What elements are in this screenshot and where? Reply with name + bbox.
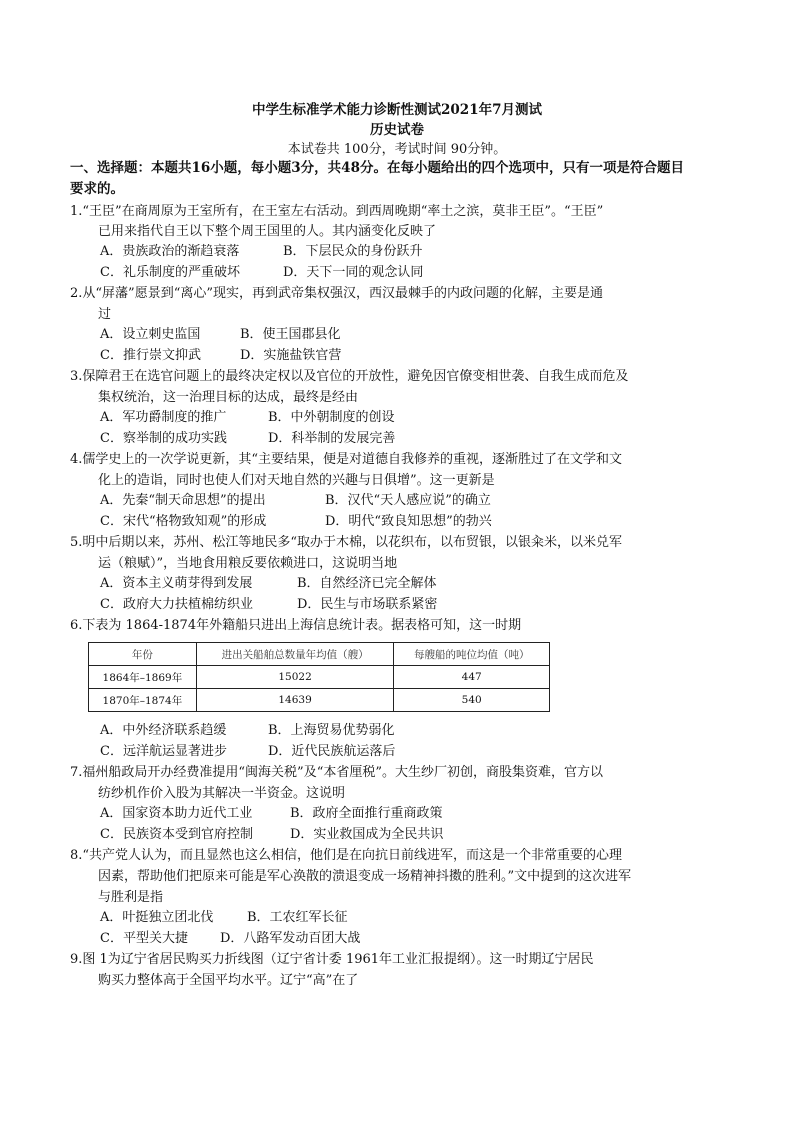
question-3-option-b: B．中外朝制度的创设	[268, 410, 395, 425]
question-1-option-d: D．天下一同的观念认同	[283, 265, 424, 280]
question-3-option-d: D．科举制的发展完善	[268, 431, 396, 446]
ship-statistics-table	[88, 642, 550, 712]
question-7-option-d: D．实业救国成为全民共识	[290, 827, 444, 842]
question-4-option-c: C．宋代“格物致知观”的形成	[100, 514, 267, 529]
section-heading-line2: 要求的。	[70, 181, 124, 197]
question-6-option-a: A．中外经济联系趋缓	[100, 723, 227, 738]
question-7-option-c: C．民族资本受到官府控制	[100, 827, 253, 842]
question-2-option-b: B．使王国郡县化	[240, 327, 341, 342]
question-8-option-d: D．八路军发动百团大战	[220, 931, 361, 946]
question-3-stem-cont: 集权统治，这一治理目标的达成，最终是经由	[98, 390, 359, 405]
question-8-stem-cont: 与胜利是指	[98, 890, 164, 905]
table-header-row	[89, 643, 550, 666]
question-4-option-b: B．汉代“天人感应说”的确立	[325, 493, 491, 508]
question-1-option-c: C．礼乐制度的严重破坏	[100, 265, 240, 280]
question-4-stem-cont: 化上的造诣，同时也使人们对天地自然的兴趣与日俱增”。这一更新是	[98, 473, 495, 488]
table-header-cell: 进出关船舶总数量年均值（艘）	[196, 643, 394, 666]
question-6-option-c: C．远洋航运显著进步	[100, 744, 227, 759]
question-7-stem-cont: 纺纱机作价入股为其解决一半资金。这说明	[98, 786, 346, 801]
question-5-option-a: A．资本主义萌芽得到发展	[100, 576, 253, 591]
table-cell: 14639	[196, 689, 394, 712]
table-cell: 1864年–1869年	[89, 666, 197, 689]
question-7-option-b: B．政府全面推行重商政策	[290, 806, 443, 821]
table-row	[89, 689, 550, 712]
question-8-stem-cont: 因素，帮助他们把原来可能是军心涣散的溃退变成一场精神抖擞的胜利。”文中提到的这次进军	[98, 869, 632, 884]
question-3-option-c: C．察举制的成功实践	[100, 431, 227, 446]
question-4-option-d: D．明代“致良知思想”的勃兴	[325, 514, 492, 529]
question-2-stem-cont: 过	[98, 307, 112, 322]
question-7-option-a: A．国家资本助力近代工业	[100, 806, 253, 821]
table-cell: 15022	[196, 666, 394, 689]
table-cell: 447	[394, 666, 550, 689]
table-header-cell: 年份	[89, 643, 197, 666]
question-8-option-a: A．叶挺独立团北伐	[100, 910, 214, 925]
question-6-option-d: D．近代民族航运落后	[268, 744, 396, 759]
question-2-option-d: D．实施盐铁官营	[240, 348, 342, 363]
exam-info: 本试卷共 100分，考试时间 90分钟。	[287, 142, 507, 157]
question-8-stem: 8.“共产党人认为，而且显然也这么相信，他们是在向抗日前线进军，而这是一个非常重要的心理	[70, 848, 623, 863]
question-5-option-d: D．民生与市场联系紧密	[297, 597, 438, 612]
question-3-stem: 3.保障君王在选官问题上的最终决定权以及官位的开放性，避免因官僚变相世袭、自我生成而危及	[70, 369, 629, 384]
question-9-stem-cont: 购买力整体高于全国平均水平。辽宁“高”在了	[98, 973, 359, 988]
question-8-option-b: B．工农红军长征	[247, 910, 348, 925]
table-row	[89, 666, 550, 689]
question-1-stem-cont: 已用来指代自王以下整个周王国里的人。其内涵变化反映了	[98, 224, 437, 239]
question-1-option-b: B．下层民众的身份跃升	[283, 244, 423, 259]
question-9-stem: 9.图 1为辽宁省居民购买力折线图（辽宁省计委 1961年工业汇报提纲）。这一时期辽宁居民	[70, 952, 594, 967]
question-5-option-b: B．自然经济已完全解体	[297, 576, 437, 591]
question-2-option-a: A．设立刺史监国	[100, 327, 201, 342]
question-1-option-a: A．贵族政治的渐趋衰落	[100, 244, 240, 259]
question-6-stem: 6.下表为 1864-1874年外籍船只进出上海信息统计表。据表格可知，这一时期	[70, 618, 522, 633]
section-heading-line1: 一、选择题：本题共16小题，每小题3分，共48分。在每小题给出的四个选项中，只有一项是符合题目	[70, 160, 684, 176]
question-5-stem-cont: 运（粮赋）”，当地食用粮反要依赖进口，这说明当地	[98, 556, 398, 571]
question-4-stem: 4.儒学史上的一次学说更新，其“主要结果，便是对道德自我修养的重视，逐渐胜过了在文学和文	[70, 452, 623, 467]
table-cell: 1870年–1874年	[89, 689, 197, 712]
table-cell: 540	[394, 689, 550, 712]
exam-title: 中学生标准学术能力诊断性测试2021年7月测试	[252, 102, 542, 118]
exam-subject: 历史试卷	[370, 122, 424, 138]
question-2-stem: 2.从“屏藩”愿景到“离心”现实，再到武帝集权强汉，西汉最棘手的内政问题的化解，主要是通	[70, 286, 603, 301]
question-5-stem: 5.明中后期以来，苏州、松江等地民多“取办于木棉，以花织布，以布贸银，以银籴米，以米兑军	[70, 535, 623, 550]
question-6-option-b: B．上海贸易优势弱化	[268, 723, 395, 738]
question-7-stem: 7.福州船政局开办经费准提用“闽海关税”及“本省厘税”。大生纱厂初创，商股集资难，官方以	[70, 765, 603, 780]
table-header-cell: 每艘船的吨位均值（吨）	[394, 643, 550, 666]
question-8-option-c: C．平型关大捷	[100, 931, 188, 946]
question-4-option-a: A．先秦“制天命思想”的提出	[100, 493, 266, 508]
question-5-option-c: C．政府大力扶植棉纺织业	[100, 597, 253, 612]
question-1-stem: 1.“王臣”在商周原为王室所有，在王室左右活动。到西周晚期“率土之滨，莫非王臣”。“王臣”	[70, 204, 604, 219]
question-2-option-c: C．推行崇文抑武	[100, 348, 201, 363]
question-3-option-a: A．军功爵制度的推广	[100, 410, 227, 425]
